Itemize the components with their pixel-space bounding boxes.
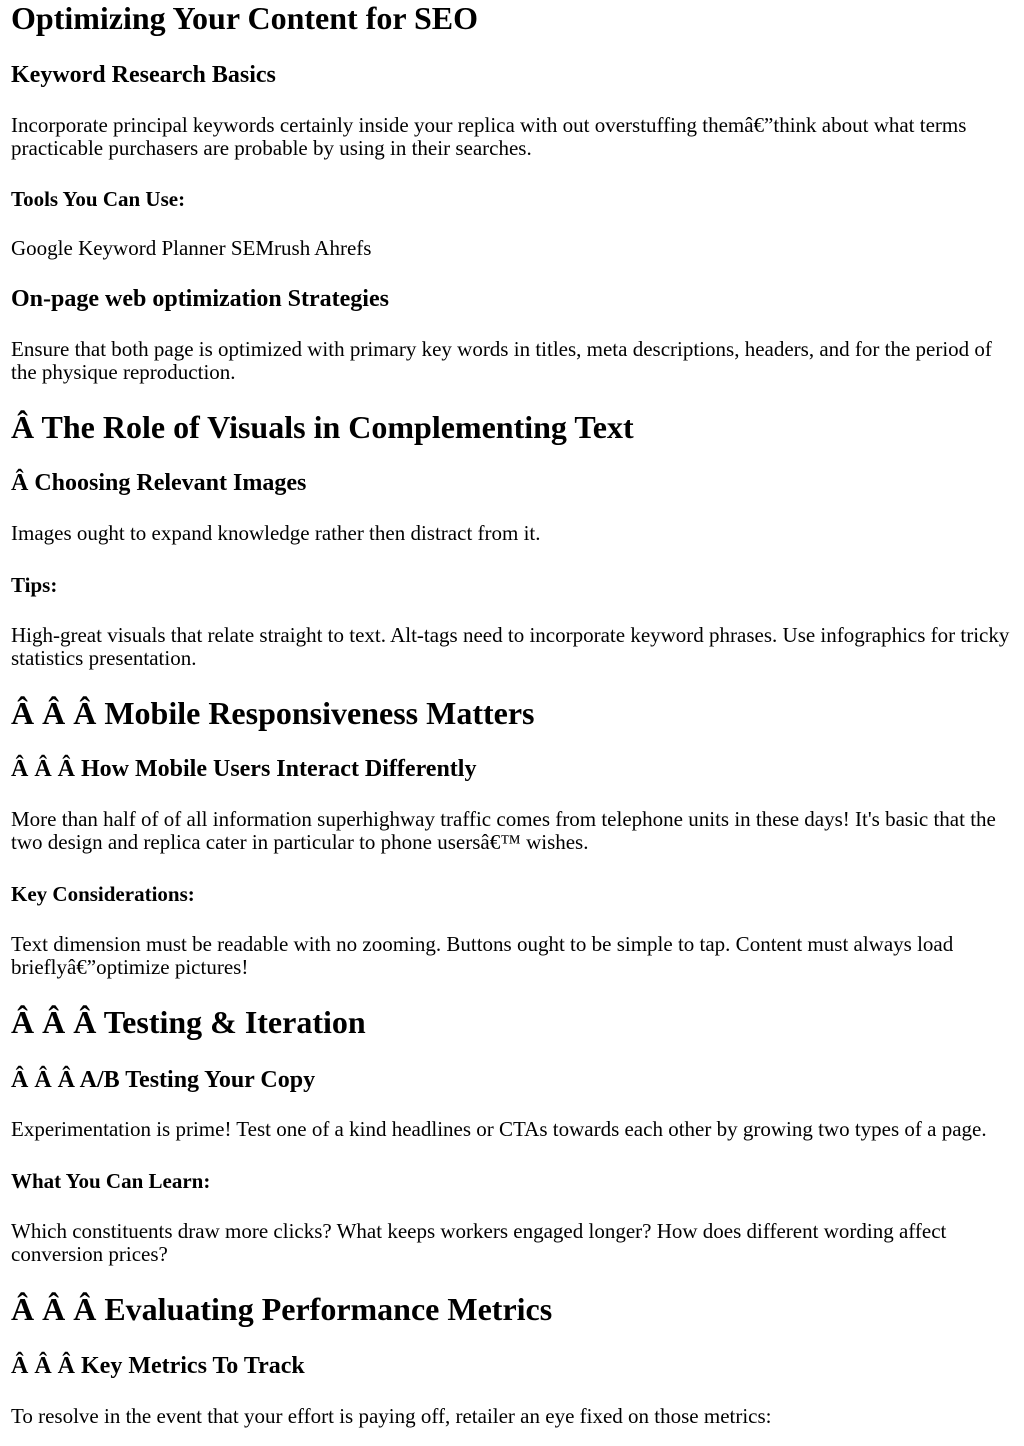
body-paragraph: To resolve in the event that your effort is paying off, retailer an eye fixed on those metrics:: [11, 1404, 772, 1428]
body-paragraph: Incorporate principal keywords certainly inside your replica with out overstuffing themâ€”think about what terms practicable purchasers are probable by using in their searches.: [11, 113, 967, 160]
section-subheading: Â Â Â How Mobile Users Interact Differently: [11, 756, 477, 782]
body-paragraph: Text dimension must be readable with no zooming. Buttons ought to be simple to tap. Content must always load brieflyâ€”optimize pictures!: [11, 932, 954, 979]
body-paragraph: High-great visuals that relate straight to text. Alt-tags need to incorporate keyword phrases. Use infographics for tricky statistics presentation.: [11, 623, 1010, 670]
body-paragraph: Google Keyword Planner SEMrush Ahrefs: [11, 236, 372, 260]
section-subheading: On-page web optimization Strategies: [11, 286, 389, 312]
list-label: Tools You Can Use:: [11, 187, 186, 211]
page-title: Optimizing Your Content for SEO: [11, 0, 478, 36]
section-subheading: Keyword Research Basics: [11, 62, 276, 88]
body-paragraph: More than half of of all information superhighway traffic comes from telephone units in these days! It's basic that the two design and replica cater in particular to phone usersâ€™ wishes.: [11, 807, 996, 854]
list-label: Key Considerations:: [11, 882, 195, 906]
section-heading: Â Â Â Evaluating Performance Metrics: [11, 1291, 553, 1327]
list-label: What You Can Learn:: [11, 1169, 211, 1193]
section-subheading: Â Choosing Relevant Images: [11, 470, 307, 496]
body-paragraph: Which constituents draw more clicks? What keeps workers engaged longer? How does different wording affect conversion prices?: [11, 1219, 947, 1266]
section-subheading: Â Â Â Key Metrics To Track: [11, 1353, 305, 1379]
body-paragraph: Ensure that both page is optimized with primary key words in titles, meta descriptions, headers, and for the period of the physique reproduction.: [11, 337, 992, 384]
section-subheading: Â Â Â A/B Testing Your Copy: [11, 1067, 316, 1093]
body-paragraph: Experimentation is prime! Test one of a kind headlines or CTAs towards each other by growing two types of a page.: [11, 1117, 987, 1141]
section-heading: Â Â Â Testing & Iteration: [11, 1004, 366, 1040]
section-heading: Â Â Â Mobile Responsiveness Matters: [11, 695, 535, 731]
list-label: Tips:: [11, 573, 58, 597]
body-paragraph: Images ought to expand knowledge rather then distract from it.: [11, 521, 541, 545]
section-heading: Â The Role of Visuals in Complementing Text: [11, 409, 634, 445]
